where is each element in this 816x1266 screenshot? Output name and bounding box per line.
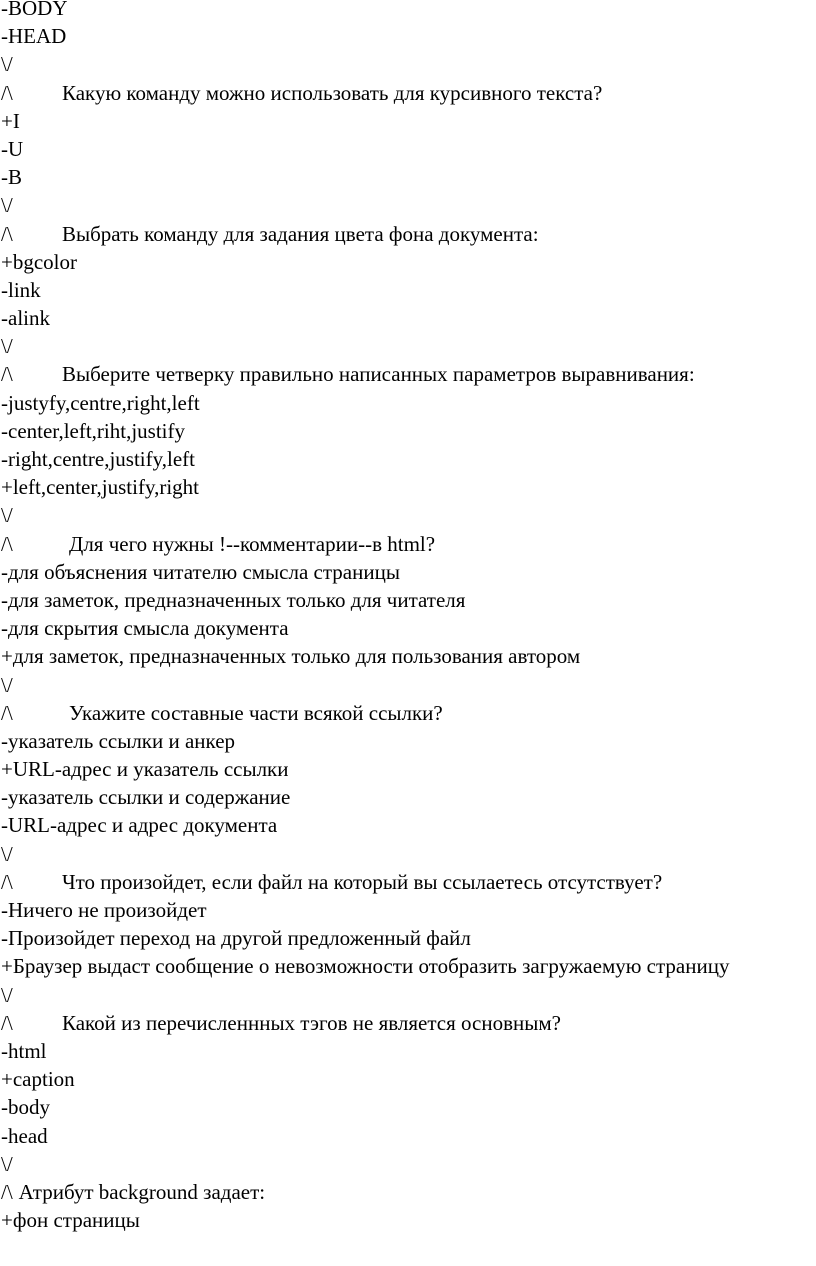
question-marker: /\ — [1, 700, 13, 725]
question-line — [0, 1009, 816, 1037]
answer-option: -head — [1, 1123, 48, 1148]
question-line — [0, 360, 816, 388]
question-marker: /\ — [1, 531, 13, 556]
question-line — [0, 1178, 816, 1206]
separator-line: \/ — [1, 982, 13, 1007]
question-text: Что произойдет, если файл на который вы ссылаетесь отсутствует? — [62, 869, 663, 894]
answer-option: -для объяснения читателю смысла страницы — [1, 559, 400, 584]
answer-option: +URL-адрес и указатель ссылки — [1, 757, 289, 782]
answer-option: +caption — [1, 1067, 75, 1092]
answer-option: -alink — [1, 306, 50, 331]
answer-option: -justyfy,centre,right,left — [1, 390, 200, 415]
answer-option: -Ничего не произойдет — [1, 898, 207, 922]
answer-option: +bgcolor — [1, 249, 77, 274]
answer-option: -right,centre,justify,left — [1, 447, 195, 471]
question-line — [0, 530, 816, 558]
separator-line: \/ — [1, 334, 13, 359]
answer-option: +Браузер выдаст сообщение о невозможности отобразить загружаемую страницу — [1, 954, 730, 979]
answer-option: -для заметок, предназначенных только для читателя — [1, 587, 466, 612]
question-text: Выберите четверку правильно написанных параметров выравнивания: — [62, 362, 695, 387]
question-marker: /\ — [1, 869, 13, 894]
answer-option: -B — [1, 165, 22, 190]
answer-option: -для скрытия смысла документа — [1, 616, 289, 641]
question-marker: /\ — [1, 362, 13, 387]
question-text: Выбрать команду для задания цвета фона документа: — [62, 221, 539, 246]
answer-option: -U — [1, 136, 24, 161]
text-line: -HEAD — [1, 24, 67, 49]
answer-option: +фон страницы — [1, 1208, 140, 1233]
separator-line: \/ — [1, 193, 13, 218]
answer-option: -link — [1, 277, 41, 302]
answer-option: +I — [1, 108, 20, 133]
separator-line: \/ — [1, 503, 13, 528]
answer-option: -Произойдет переход на другой предложенный файл — [1, 926, 471, 951]
question-marker: /\ — [1, 1010, 13, 1035]
question-marker: /\ — [1, 1179, 13, 1204]
answer-option: -center,left,riht,justify — [1, 418, 186, 443]
question-line — [0, 79, 816, 107]
question-text: Какой из перечисленнных тэгов не является основным? — [62, 1010, 561, 1035]
text-line: -BODY — [1, 0, 68, 20]
answer-option: +для заметок, предназначенных только для пользования автором — [1, 644, 581, 669]
question-line — [0, 220, 816, 248]
separator-line: \/ — [1, 1151, 13, 1176]
question-line — [0, 699, 816, 727]
question-text: Для чего нужны !--комментарии--в html? — [69, 531, 436, 556]
answer-option: +left,center,justify,right — [1, 475, 199, 500]
answer-option: -html — [1, 1038, 47, 1063]
question-line — [0, 868, 816, 896]
separator-line: \/ — [1, 52, 13, 77]
question-text: Укажите составные части всякой ссылки? — [69, 700, 443, 725]
question-text: Атрибут background задает: — [18, 1179, 266, 1204]
separator-line: \/ — [1, 841, 13, 866]
answer-option: -body — [1, 1095, 50, 1120]
question-marker: /\ — [1, 80, 13, 105]
answer-option: -URL-адрес и адрес документа — [1, 813, 278, 838]
question-marker: /\ — [1, 221, 13, 246]
separator-line: \/ — [1, 672, 13, 697]
answer-option: -указатель ссылки и содержание — [1, 785, 291, 810]
question-text: Какую команду можно использовать для курсивного текста? — [62, 80, 603, 105]
answer-option: -указатель ссылки и анкер — [1, 728, 236, 753]
